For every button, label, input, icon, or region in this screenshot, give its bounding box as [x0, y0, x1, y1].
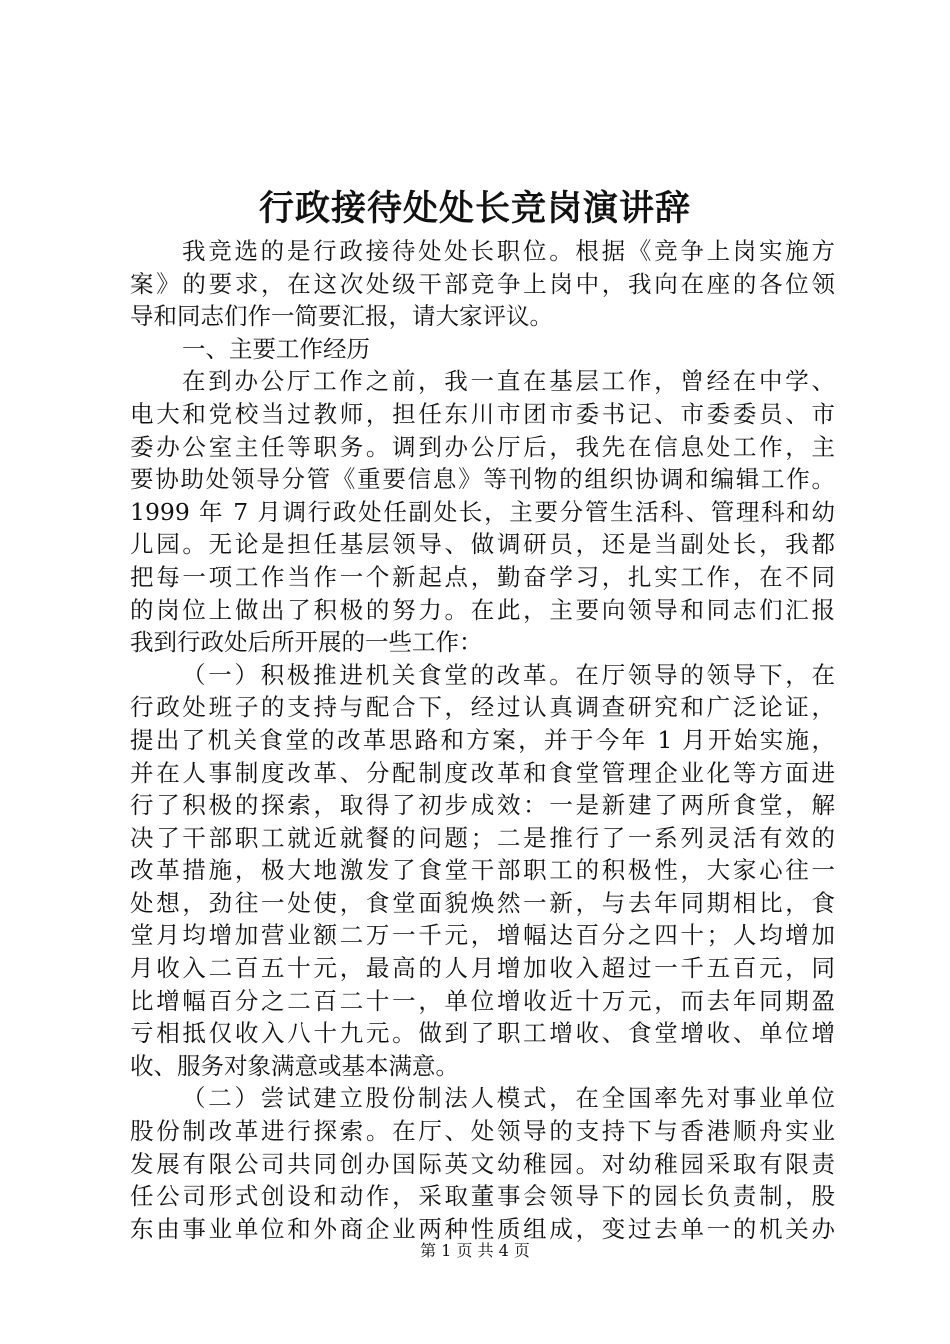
- paragraph-line: 改革措施，极大地激发了食堂干部职工的积极性，大家心往一: [130, 856, 835, 885]
- page-title: 行政接待处处长竞岗演讲辞: [258, 188, 691, 229]
- section-heading: 一、主要工作经历: [182, 334, 370, 363]
- paragraph-line: 堂月均增加营业额二万一千元，增幅达百分之四十；人均增加: [130, 921, 835, 950]
- paragraph-line: 的岗位上做出了积极的努力。在此，主要向领导和同志们汇报: [130, 595, 835, 624]
- paragraph-line: 东由事业单位和外商企业两种性质组成，变过去单一的机关办: [130, 1214, 835, 1243]
- paragraph-line: 1999 年 7 月调行政处任副处长，主要分管生活科、管理科和幼: [130, 497, 835, 526]
- paragraph-line: 亏相抵仅收入八十九元。做到了职工增收、食堂增收、单位增: [130, 1019, 835, 1048]
- paragraph-line: 行了积极的探索，取得了初步成效：一是新建了两所食堂，解: [130, 791, 835, 820]
- paragraph-line: 电大和党校当过教师，担任东川市团市委书记、市委委员、市: [130, 399, 835, 428]
- paragraph-line: 儿园。无论是担任基层领导、做调研员，还是当副处长，我都: [130, 530, 835, 559]
- paragraph-line: 我竞选的是行政接待处处长职位。根据《竞争上岗实施方: [182, 237, 835, 265]
- paragraph-line: 决了干部职工就近就餐的问题；二是推行了一系列灵活有效的: [130, 823, 835, 852]
- paragraph-line: 案》的要求，在这次处级干部竞争上岗中，我向在座的各位领: [130, 269, 835, 298]
- paragraph-line: 比增幅百分之二百二十一，单位增收近十万元，而去年同期盈: [130, 986, 835, 1015]
- paragraph-line: 发展有限公司共同创办国际英文幼稚园。对幼稚园采取有限责: [130, 1149, 835, 1178]
- paragraph-line: 委办公室主任等职务。调到办公厅后，我先在信息处工作，主: [130, 432, 835, 461]
- paragraph-line: 提出了机关食堂的改革思路和方案，并于今年 1 月开始实施，: [130, 725, 835, 754]
- document-body: [130, 235, 835, 1245]
- page-number-footer: 第 1 页 共 4 页: [420, 1241, 530, 1260]
- paragraph-line: 导和同志们作一简要汇报，请大家评议。: [130, 302, 553, 331]
- paragraph-line: 并在人事制度改革、分配制度改革和食堂管理企业化等方面进: [130, 758, 835, 787]
- paragraph-line: 任公司形式创设和动作，采取董事会领导下的园长负责制，股: [130, 1182, 835, 1211]
- paragraph-line: （一）积极推进机关食堂的改革。在厅领导的领导下，在: [182, 660, 835, 689]
- paragraph-line: 股份制改革进行探索。在厅、处领导的支持下与香港顺舟实业: [130, 1117, 835, 1146]
- paragraph-line: 收、服务对象满意或基本满意。: [130, 1051, 459, 1080]
- paragraph-line: 在到办公厅工作之前，我一直在基层工作，曾经在中学、: [182, 367, 835, 396]
- paragraph-line: 行政处班子的支持与配合下，经过认真调查研究和广泛论证，: [130, 693, 835, 722]
- paragraph-line: 月收入二百五十元，最高的人月增加收入超过一千五百元，同: [130, 954, 835, 983]
- paragraph-line: 处想，劲往一处使，食堂面貌焕然一新，与去年同期相比，食: [130, 888, 835, 917]
- paragraph-line: （二）尝试建立股份制法人模式，在全国率先对事业单位: [182, 1084, 835, 1113]
- paragraph-line: 把每一项工作当作一个新起点，勤奋学习，扎实工作，在不同: [130, 562, 835, 591]
- paragraph-line: 我到行政处后所开展的一些工作：: [130, 628, 483, 657]
- paragraph-line: 要协助处领导分管《重要信息》等刊物的组织协调和编辑工作。: [130, 465, 835, 494]
